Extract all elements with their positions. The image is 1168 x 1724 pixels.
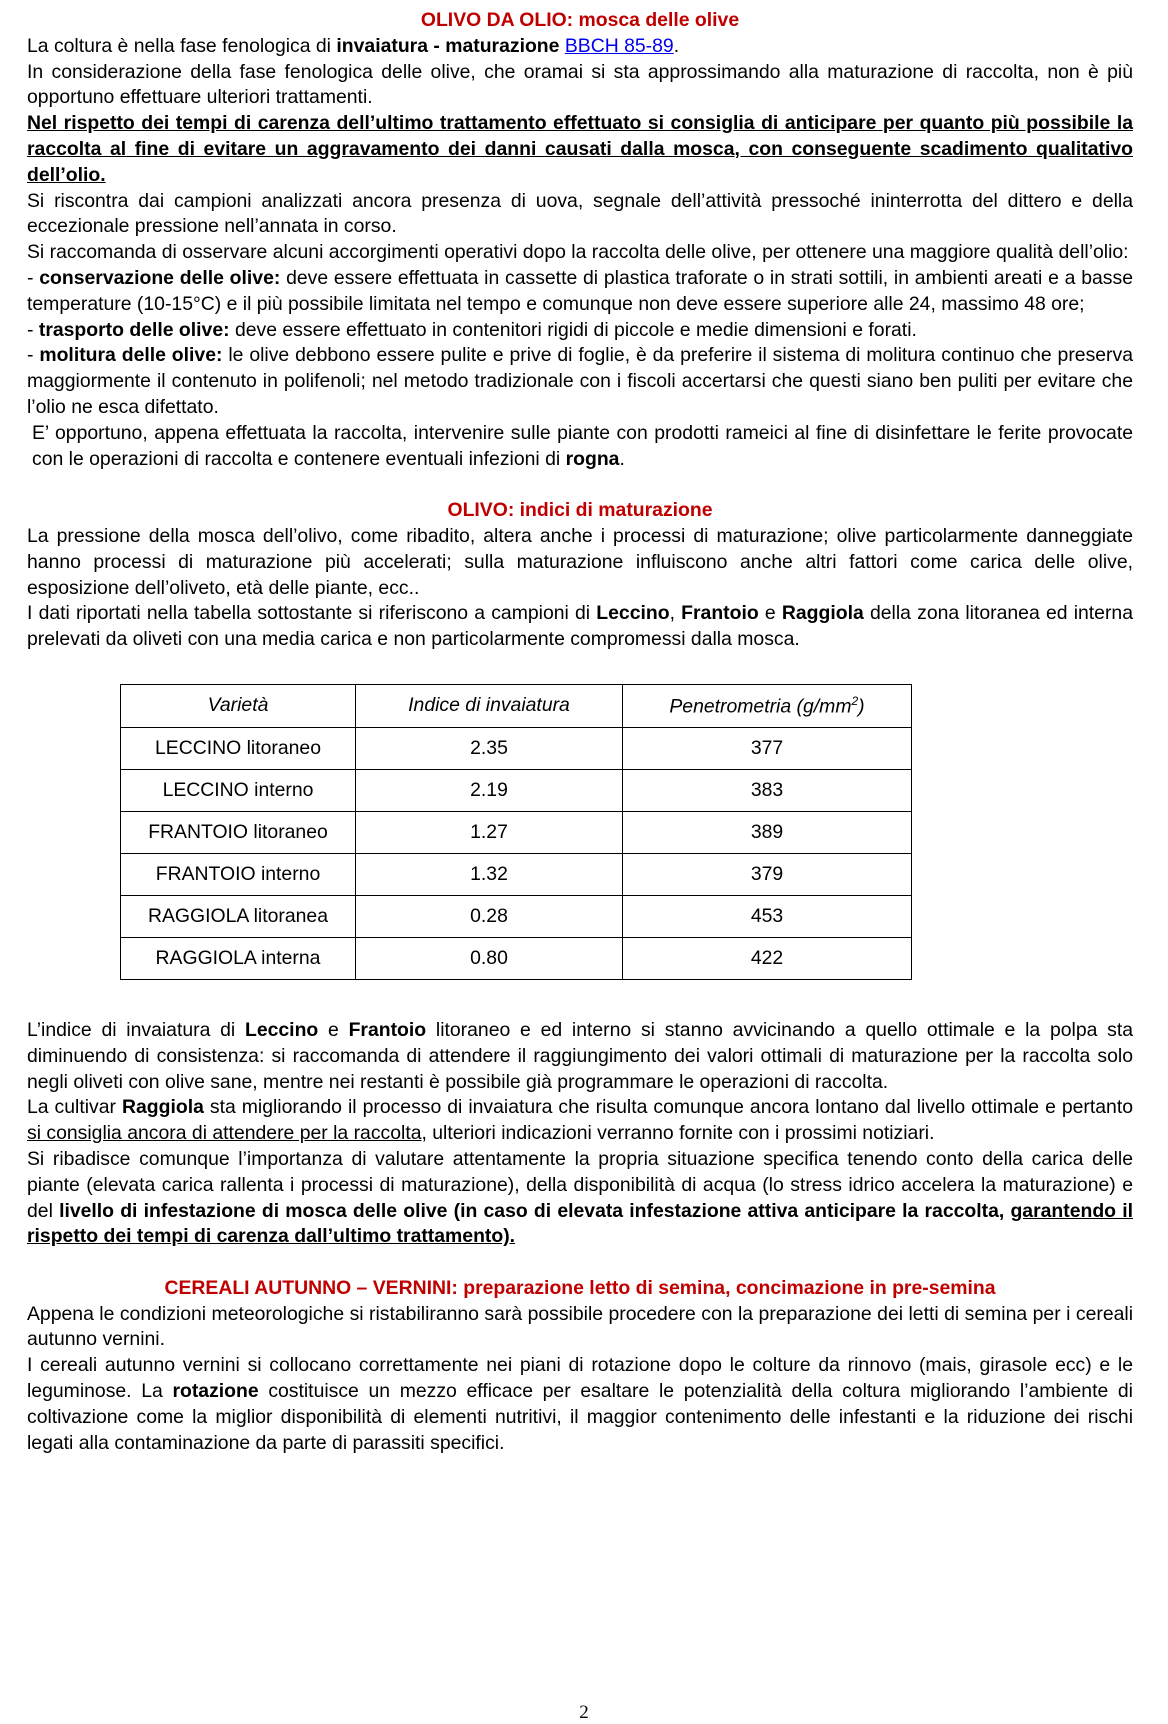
cell-indice: 1.27 (356, 811, 623, 853)
paragraph-rameici: E’ opportuno, appena effettuata la raccolta, intervenire sulle piante con prodotti rameici al fine di disinfettare le ferite provocate con le operazioni di raccolta e contenere eventuali infezioni di rogna. (32, 421, 1133, 470)
cell-varieta: FRANTOIO litoraneo (121, 811, 356, 853)
cell-penetrometria: 389 (623, 811, 912, 853)
paragraph-trattamenti: In considerazione della fase fenologica delle olive, che oramai si sta approssimando alla maturazione di raccolta, non è più opportuno effettuare ulteriori trattamenti. (27, 60, 1133, 109)
paragraph-letti-semina: Appena le condizioni meteorologiche si ristabiliranno sarà possibile procedere con la preparazione dei letti di semina per i cereali autunno vernini. (27, 1302, 1133, 1351)
header-penetrometria: Penetrometria $(g/mm^2)$ (623, 684, 912, 727)
table-row (121, 853, 912, 895)
header-indice: Indice di invaiatura (356, 684, 623, 727)
paragraph-raccolta-warning: Nel rispetto dei tempi di carenza dell’ultimo trattamento effettuato si consiglia di anticipare per quanto più possibile la raccolta al fine di evitare un aggravamento dei danni causati dalla mosca, con conseguente scadimento qualitativo dell’olio. (27, 112, 1133, 186)
cell-varieta: RAGGIOLA litoranea (121, 895, 356, 937)
document-page (27, 8, 1133, 1456)
table-row (121, 727, 912, 769)
paragraph-pressione-mosca: La pressione della mosca dell’olivo, come ribadito, altera anche i processi di maturazione; olive particolarmente danneggiate hanno processi di maturazione più accelerati; sulla maturazione influiscono anche altri fattori come carica delle olive, esposizione dell’oliveto, età delle piante, ecc.. (27, 524, 1133, 599)
cell-indice: 0.28 (356, 895, 623, 937)
bullet-molitura: - molitura delle olive: le olive debbono essere pulite e prive di foglie, è da preferire il sistema di molitura continuo che preserva maggiormente il contenuto in polifenoli; nel metodo tradizionale con i fiscoli accertarsi che questi siano ben puliti per evitare che l’olio ne esca difettato. (27, 344, 1133, 418)
cell-varieta: LECCINO interno (121, 769, 356, 811)
table-row (121, 895, 912, 937)
cell-penetrometria: 453 (623, 895, 912, 937)
table-header-row (121, 684, 912, 727)
cell-indice: 2.19 (356, 769, 623, 811)
section-title-mosca: OLIVO DA OLIO: mosca delle olive (420, 9, 740, 31)
paragraph-raggiola: La cultivar Raggiola sta migliorando il processo di invaiatura che risulta comunque ancora lontano dal livello ottimale e pertanto si consiglia ancora di attendere per la raccolta, ulteriori indicazioni verranno fornite con i prossimi notiziari. (27, 1096, 1134, 1145)
paragraph-dati-tabella: I dati riportati nella tabella sottostante si riferiscono a campioni di Leccino, Frantoio e Raggiola della zona litoranea ed interna prelevati da oliveti con una media carica e non particolarmente compromessi dalla mosca. (27, 602, 1133, 651)
cell-indice: 0.80 (356, 937, 623, 979)
cell-varieta: FRANTOIO interno (121, 853, 356, 895)
section-title-cereali: CEREALI AUTUNNO – VERNINI: preparazione letto di semina, concimazione in pre-semina (164, 1276, 996, 1299)
bullet-conservazione: - conservazione delle olive: deve essere effettuata in cassette di plastica traforate o in strati sottili, in ambienti areati e a basse temperature (10-15°C) e il più possibile limitata nel tempo e comunque non deve essere superiore alle 24, massimo 48 ore; (27, 266, 1133, 315)
maturation-table (120, 684, 912, 980)
paragraph-uova: Si riscontra dai campioni analizzati ancora presenza di uova, segnale dell’attività pressoché ininterrotta del dittero e della eccezionale pressione nell’annata in corso. (27, 189, 1133, 238)
paragraph-indice-invaiatura: L’indice di invaiatura di Leccino e Frantoio litoraneo e ed interno si stanno avvicinando a quello ottimale e la polpa sta diminuendo di consistenza: si raccomanda di attendere il raggiungimento dei valori ottimali di maturazione per la raccolta solo negli oliveti con olive sane, mentre nei restanti è possibile già programmare le operazioni di raccolta. (27, 1018, 1134, 1093)
table-row (121, 769, 912, 811)
paragraph-rotazione: I cereali autunno vernini si collocano correttamente nei piani di rotazione dopo le colture da rinnovo (mais, girasole ecc) e le leguminose. La rotazione costituisce un mezzo efficace per esaltare le potenzialità della coltura migliorando l’ambiente di coltivazione come la miglior disponibilità di elementi nutritivi, il maggior contenimento delle infestanti e la riduzione dei rischi legati alla contaminazione da parte di parassiti specifici. (27, 1354, 1133, 1454)
bullet-trasporto: - trasporto delle olive: deve essere effettuato in contenitori rigidi di piccole e medie dimensioni e forati. (27, 318, 917, 341)
table-row (121, 937, 912, 979)
cell-penetrometria: 377 (623, 727, 912, 769)
cell-penetrometria: 383 (623, 769, 912, 811)
page-number: 2 (579, 1702, 589, 1723)
cell-indice: 1.32 (356, 853, 623, 895)
paragraph-fase-fenologica: La coltura è nella fase fenologica di invaiatura - maturazione BBCH 85-89. (27, 34, 680, 57)
cell-penetrometria: 422 (623, 937, 912, 979)
cell-indice: 2.35 (356, 727, 623, 769)
header-varieta: Varietà (121, 684, 356, 727)
paragraph-situazione-specifica: Si ribadisce comunque l’importanza di valutare attentamente la propria situazione specifica tenendo conto della carica delle piante (elevata carica rallenta i processi di maturazione), della disponibilità di acqua (lo stress idrico accelera la maturazione) e del livello di infestazione di mosca delle olive (in caso di elevata infestazione attiva anticipare la raccolta, garantendo il rispetto dei tempi di carenza dall’ultimo trattamento). (27, 1147, 1133, 1248)
section-title-maturazione: OLIVO: indici di maturazione (447, 499, 713, 522)
cell-varieta: RAGGIOLA interna (121, 937, 356, 979)
cell-varieta: LECCINO litoraneo (121, 727, 356, 769)
paragraph-accorgimenti: Si raccomanda di osservare alcuni accorgimenti operativi dopo la raccolta delle olive, per ottenere una maggiore qualità dell’olio: (27, 241, 1129, 264)
bbch-link[interactable]: BBCH 85-89 (564, 34, 674, 57)
cell-penetrometria: 379 (623, 853, 912, 895)
table-row (121, 811, 912, 853)
